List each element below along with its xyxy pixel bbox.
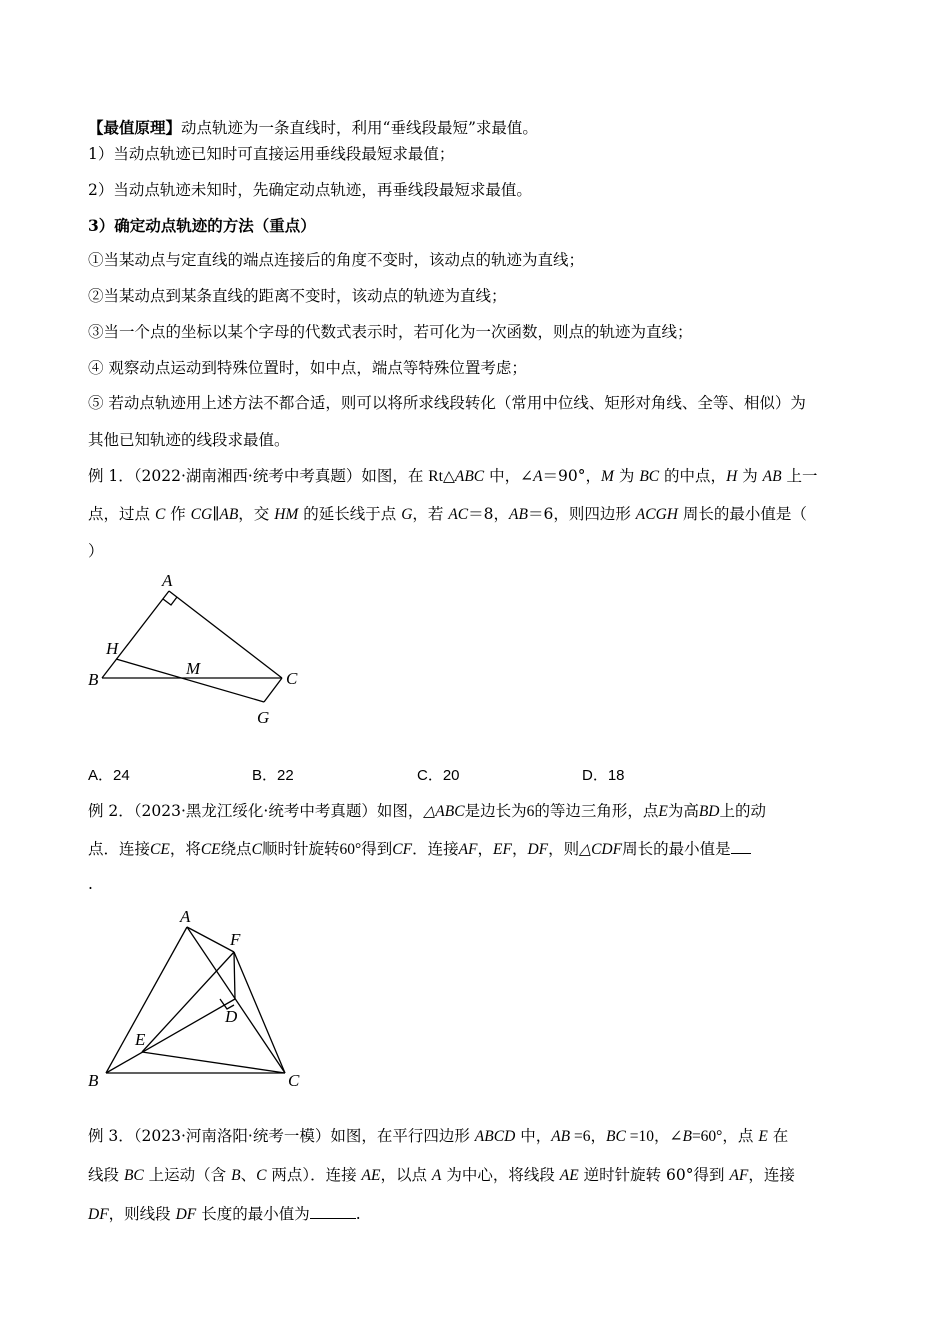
ex2-ce: CE — [200, 841, 221, 858]
ex1-ab: AB — [509, 506, 528, 523]
ex2-source: （2023·黑龙江绥化·统考中考真题） — [133, 802, 377, 820]
ex1-acgh: ACGH — [635, 506, 678, 523]
method-5a: ⑤ 若动点轨迹用上述方法不都合适，则可以将所求线段转化（常用中位线、矩形对角线、全等、相似）为 — [88, 394, 806, 412]
ex2-e: E — [658, 803, 668, 820]
ex2-text: ，将 — [169, 840, 201, 858]
ex1-c: C — [154, 506, 166, 523]
ex1-rt: Rt△ — [428, 468, 455, 485]
ex1-text: 点，过点 — [88, 505, 155, 523]
ex1-bc: BC — [639, 468, 660, 485]
ex3-e: E — [758, 1128, 768, 1145]
ex1-line-1 — [88, 466, 818, 487]
ex1-label-b: B — [88, 670, 99, 689]
ex2-label-b: B — [88, 1071, 99, 1090]
ex2-label-c: C — [288, 1071, 300, 1090]
method-2: ②当某动点到某条直线的距离不变时，该动点的轨迹为直线； — [88, 287, 507, 305]
principle-item-1: 1）当动点轨迹已知时可直接运用垂线段最短求最值； — [88, 145, 455, 163]
ex2-text: 如图， — [376, 802, 424, 820]
ex2-c: C — [251, 841, 263, 858]
ex2-bd: BD — [698, 803, 720, 820]
ex1-text: 的延长线于点 — [298, 505, 402, 523]
principle-line — [88, 118, 538, 138]
ex3-text: 两点）．连接 — [266, 1166, 362, 1184]
ex2-text: 得到 — [361, 840, 393, 858]
ex3-line-3 — [88, 1203, 361, 1225]
ex3-text: . — [355, 1205, 361, 1223]
ex2-ef: EF — [493, 841, 512, 858]
ex2-seg-fc — [234, 952, 285, 1073]
ex3-ab-value: =6 — [570, 1128, 591, 1145]
ex1-h: H — [726, 468, 738, 485]
ex1-ac: AC — [448, 506, 469, 523]
ex3-ae: AE — [559, 1167, 579, 1184]
ex1-text: 作 — [165, 505, 191, 523]
ex3-text: 逆时针旋转 60°得到 — [578, 1166, 730, 1184]
ex1-text: ，若 — [412, 505, 449, 523]
ex3-text: ，∠ — [653, 1127, 683, 1145]
ex1-line-3: ） — [88, 542, 104, 560]
ex2-label: 例 2． — [88, 802, 134, 820]
ex3-angle-value: =60° — [691, 1128, 723, 1145]
ex2-ce: CE — [150, 841, 170, 858]
method-5b: 其他已知轨迹的线段求最值。 — [88, 431, 290, 449]
ex3-text: ，点 — [722, 1127, 759, 1145]
ex1-figure — [80, 566, 320, 736]
ex3-text: 上运动（含 — [143, 1166, 232, 1184]
method-1: ①当某动点与定直线的端点连接后的角度不变时，该动点的轨迹为直线； — [88, 251, 585, 269]
ex1-label-m: M — [186, 659, 201, 678]
ex3-answer-blank[interactable] — [310, 1203, 356, 1219]
ex2-seg-ab — [106, 927, 187, 1073]
ex3-df: DF — [88, 1206, 109, 1223]
ex1-choice-d[interactable]: D．18 — [582, 767, 625, 784]
ex1-parallel: ∥ — [212, 505, 220, 523]
ex2-text: 是边长为 — [464, 802, 527, 820]
ex3-bc: BC — [606, 1128, 626, 1145]
principle-item-2: 2）当动点轨迹未知时，先确定动点轨迹，再垂线段最短求最值。 — [88, 181, 532, 199]
method-4: ④ 观察动点运动到特殊位置时，如中点，端点等特殊位置考虑； — [88, 359, 527, 377]
ex1-hm: HM — [274, 506, 299, 523]
method-title: 3）确定动点轨迹的方法（重点） — [88, 216, 316, 235]
ex3-ae: AE — [361, 1167, 381, 1184]
ex3-text: ， — [590, 1127, 607, 1145]
ex1-text: ＝6，则四边形 — [527, 505, 636, 523]
ex1-text: 为 — [737, 467, 763, 485]
ex2-degree: 60° — [339, 841, 362, 858]
ex2-text: 的等边三角形，点 — [534, 802, 659, 820]
ex1-choice-b[interactable]: B．22 — [252, 767, 294, 784]
ex2-answer-blank[interactable] — [731, 838, 751, 854]
ex3-c: C — [256, 1167, 267, 1184]
ex2-cf: CF — [392, 841, 413, 858]
ex3-text: 线段 — [88, 1166, 124, 1184]
ex3-text: 、 — [240, 1166, 257, 1184]
ex1-a: A — [533, 468, 543, 485]
ex1-text: 如图，在 — [361, 467, 429, 485]
ex3-text: 如图，在平行四边形 — [330, 1127, 475, 1145]
ex3-af: AF — [729, 1167, 749, 1184]
ex3-text: 长度的最小值为 — [196, 1205, 310, 1223]
ex2-triangle-cdf: △CDF — [579, 841, 623, 858]
ex2-figure — [80, 902, 320, 1092]
ex2-text: 上的动 — [719, 802, 767, 820]
ex3-a: A — [431, 1167, 442, 1184]
ex1-label: 例 1． — [88, 467, 134, 485]
ex2-label-a: A — [180, 907, 191, 926]
ex2-text: 点．连接 — [88, 840, 151, 858]
ex2-label-e: E — [135, 1030, 146, 1049]
ex2-triangle-abc: △ABC — [423, 803, 465, 820]
ex3-text: ，连接 — [748, 1166, 795, 1184]
ex2-seg-ec — [142, 1052, 285, 1073]
principle-text: 动点轨迹为一条直线时，利用“垂线段最短”求最值。 — [181, 119, 538, 137]
ex2-text: ， — [477, 840, 494, 858]
ex3-line-1 — [88, 1126, 788, 1147]
ex2-text: 顺时针旋转 — [262, 840, 340, 858]
ex3-text: 中， — [515, 1127, 552, 1145]
ex1-line-2 — [88, 504, 807, 525]
ex3-abcd: ABCD — [474, 1128, 516, 1145]
ex3-b: B — [231, 1167, 241, 1184]
ex2-line-3: . — [88, 875, 93, 893]
ex3-text: 在 — [767, 1127, 789, 1145]
ex1-label-c: C — [286, 669, 298, 688]
ex3-b: B — [682, 1128, 692, 1145]
ex1-text: ＝8， — [468, 505, 510, 523]
ex3-df: DF — [175, 1206, 197, 1223]
ex1-source: （2022·湖南湘西·统考中考真题） — [133, 467, 362, 485]
ex2-seg-bd — [106, 999, 235, 1073]
method-3: ③当一个点的坐标以某个字母的代数式表示时，若可化为一次函数，则点的轨迹为直线； — [88, 323, 693, 341]
ex3-text: ，则线段 — [108, 1205, 176, 1223]
ex1-label-a: A — [162, 571, 173, 590]
ex2-seg-fd — [234, 952, 235, 999]
ex1-text: 中，∠ — [484, 467, 534, 485]
ex3-bc: BC — [123, 1167, 144, 1184]
ex1-m: M — [601, 468, 614, 485]
ex3-bc-value: =10 — [625, 1128, 654, 1145]
ex1-label-g: G — [257, 708, 270, 727]
ex2-seg-af — [187, 927, 234, 952]
ex2-df: DF — [527, 841, 549, 858]
ex3-text: 为中心，将线段 — [441, 1166, 560, 1184]
ex2-text: ，则 — [548, 840, 580, 858]
ex1-cg: CG — [190, 506, 213, 523]
ex2-text: 绕点 — [220, 840, 252, 858]
ex1-text: ，交 — [238, 505, 275, 523]
ex2-text: 为高 — [667, 802, 699, 820]
ex1-text: 为 — [613, 467, 640, 485]
ex1-ab: AB — [219, 506, 239, 523]
ex1-ab: AB — [762, 468, 782, 485]
ex2-text: ， — [511, 840, 528, 858]
ex1-right-angle — [163, 597, 177, 605]
ex2-seg-ef — [142, 952, 234, 1052]
ex1-text: ＝90°， — [542, 467, 602, 485]
ex3-label: 例 3． — [88, 1127, 134, 1145]
ex1-abc: ABC — [454, 468, 485, 485]
ex1-choice-a[interactable]: A．24 — [88, 767, 130, 784]
ex1-g: G — [401, 506, 413, 523]
ex2-af: AF — [458, 841, 478, 858]
ex2-text: ．连接 — [412, 840, 459, 858]
ex3-ab: AB — [551, 1128, 571, 1145]
ex2-line-1 — [88, 801, 766, 822]
ex1-text: 的中点， — [659, 467, 727, 485]
ex2-label-f: F — [230, 930, 241, 949]
ex3-line-2 — [88, 1165, 795, 1186]
ex1-choice-c[interactable]: C．20 — [417, 767, 460, 784]
ex1-label-h: H — [106, 639, 119, 658]
ex2-line-2 — [88, 838, 751, 860]
principle-tag: 【最值原理】 — [88, 118, 182, 137]
ex1-text: 周长的最小值是（ — [677, 505, 807, 523]
ex3-source: （2023·河南洛阳·统考一模） — [133, 1127, 331, 1145]
ex3-text: ，以点 — [380, 1166, 432, 1184]
ex2-label-d: D — [225, 1007, 238, 1026]
ex2-six: 6 — [526, 803, 535, 820]
ex1-seg-cg — [264, 678, 282, 702]
ex2-text: 周长的最小值是 — [622, 840, 731, 858]
ex1-text: 上一 — [781, 467, 818, 485]
